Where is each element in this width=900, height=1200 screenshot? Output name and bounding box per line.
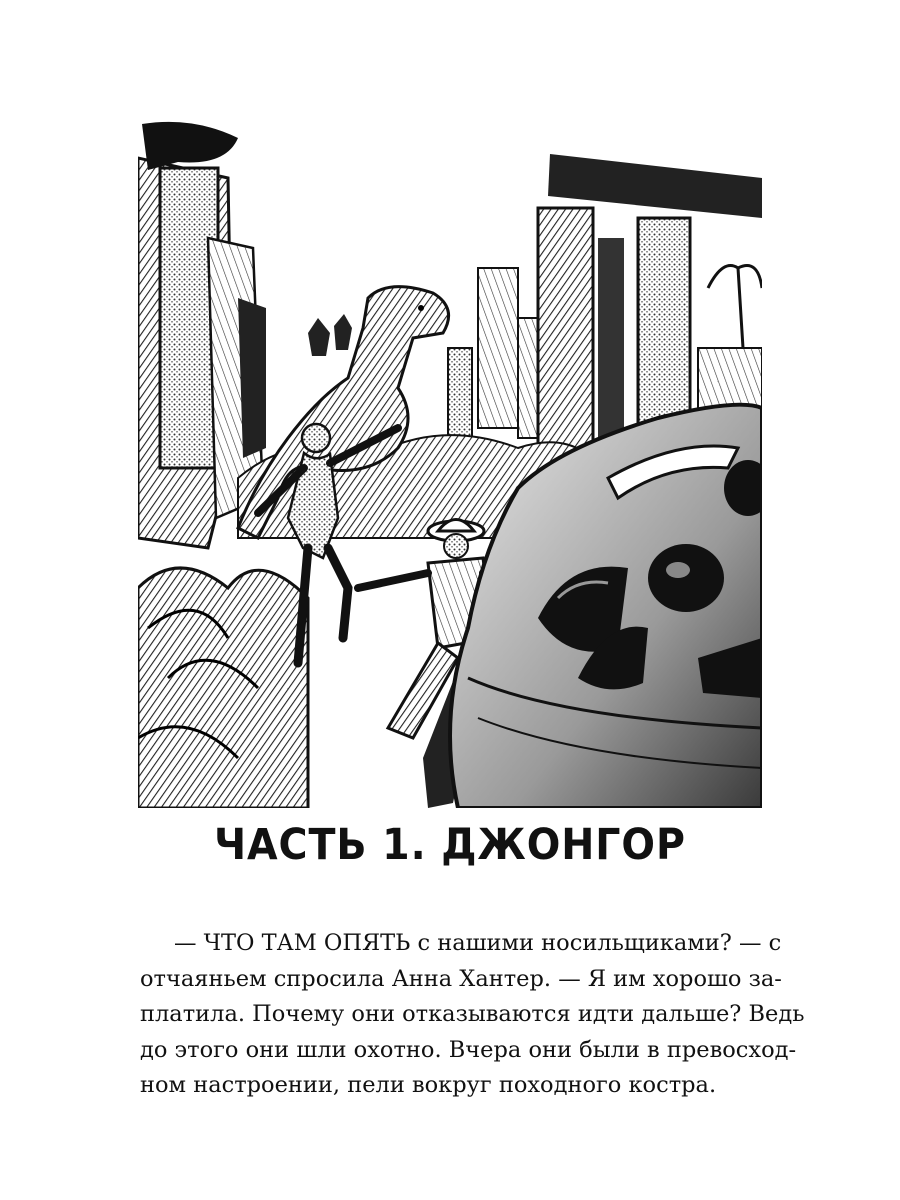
body-paragraph bbox=[140, 926, 805, 1104]
chapter-title: ЧАСТЬ 1. ДЖОНГОР bbox=[214, 820, 686, 870]
text-line: отчаяньем спросила Анна Хантер. — Я им хорошо за- bbox=[140, 965, 782, 992]
text-line: ном настроении, пели вокруг походного костра. bbox=[140, 1072, 717, 1098]
text-line: до этого они шли охотно. Вчера они были в превосход- bbox=[140, 1036, 797, 1063]
text-line: — ЧТО ТАМ ОПЯТЬ с нашими носильщиками? — с bbox=[174, 930, 782, 956]
background-columns bbox=[448, 268, 548, 438]
chapter-illustration bbox=[138, 118, 762, 808]
text-line: платила. Почему они отказываются идти дальше? Ведь bbox=[140, 1001, 805, 1027]
